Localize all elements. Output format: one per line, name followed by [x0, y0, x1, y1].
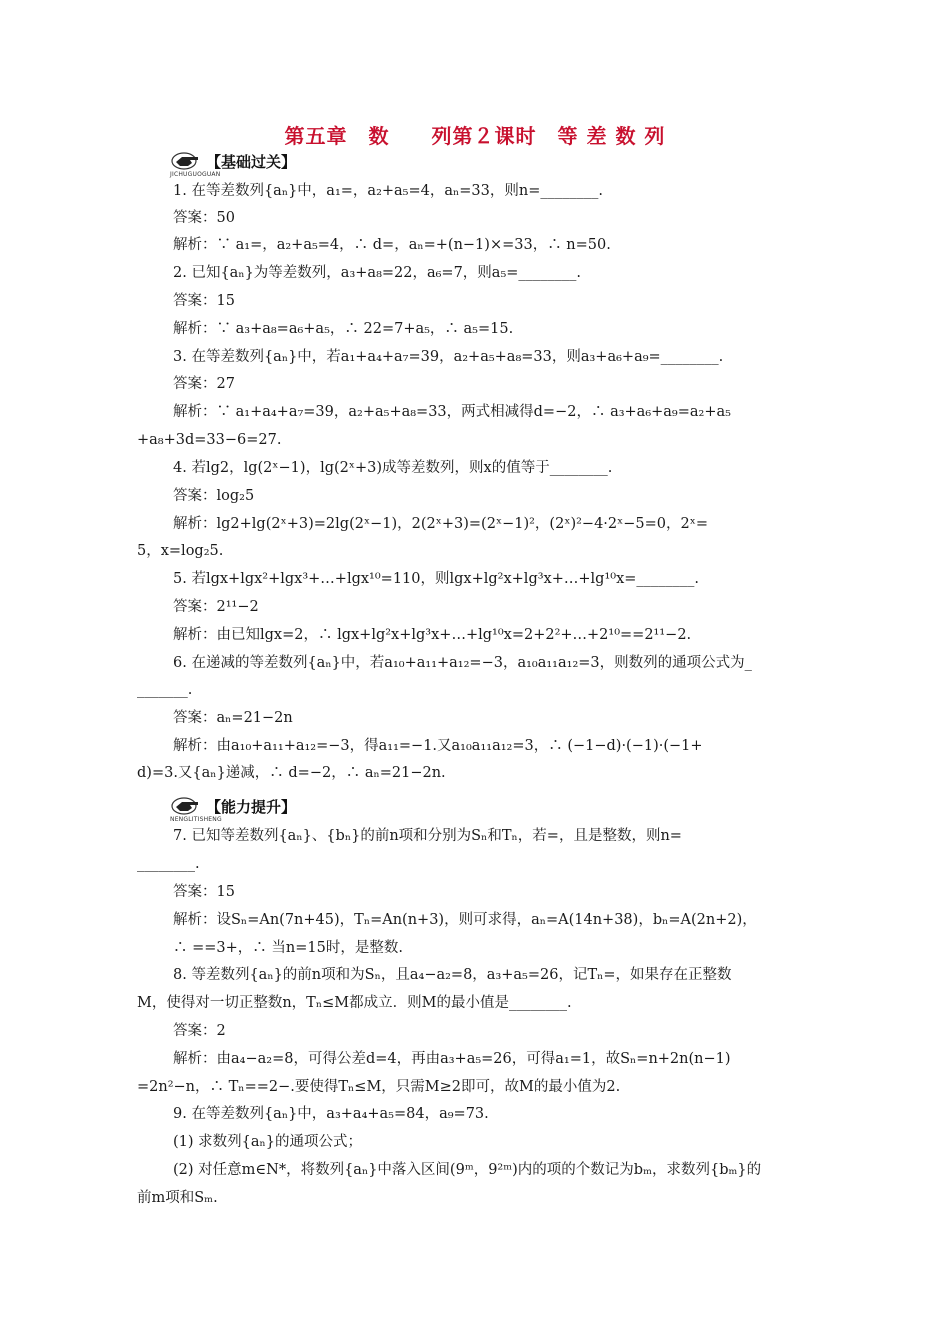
text-line: 解析：∵ a₃+a₈=a₆+a₅，∴ 22=7+a₅，∴ a₅=15. — [173, 321, 514, 337]
text-line: (2) 对任意m∈N*，将数列{aₙ}中落入区间(9ᵐ，9²ᵐ)内的项的个数记为bₘ，求数列{bₘ}的 — [173, 1162, 762, 1178]
text-line: d)=3.又{aₙ}递减，∴ d=−2，∴ aₙ=21−2n. — [137, 765, 446, 781]
text-line: 答案：aₙ=21−2n — [173, 710, 293, 726]
text-line: M，使得对一切正整数n，Tₙ≤M都成立．则M的最小值是________. — [137, 995, 572, 1011]
text-line: 答案：15 — [173, 884, 235, 900]
text-line: 解析：∵ a₁=，a₂+a₅=4，∴ d=，aₙ=+(n−1)×=33，∴ n=50. — [173, 237, 611, 253]
section-label-advance: 【能力提升】 — [206, 798, 297, 816]
text-line: 7. 已知等差数列{aₙ}、{bₙ}的前n项和分别为Sₙ和Tₙ，若=，且是整数，则n= — [173, 828, 682, 844]
text-line: 答案：2¹¹−2 — [173, 599, 259, 615]
pointing-hand-icon — [170, 150, 208, 172]
text-line: 解析：由已知lgx=2，∴ lgx+lg²x+lg³x+…+lg¹⁰x=2+2²+…+2¹⁰==2¹¹−2. — [173, 627, 692, 643]
text-line: ∴ ==3+，∴ 当n=15时，是整数. — [173, 940, 403, 956]
section-header-basic — [170, 150, 370, 180]
text-line: 答案：15 — [173, 293, 235, 309]
text-line: ________. — [137, 856, 200, 872]
text-line: 5，x=log₂5. — [137, 543, 224, 559]
pointing-hand-icon — [170, 795, 208, 817]
text-line: =2n²−n，∴ Tₙ==2−.要使得Tₙ≤M，只需M≥2即可，故M的最小值为2. — [137, 1079, 621, 1095]
text-line: 5. 若lgx+lgx²+lgx³+…+lgx¹⁰=110，则lgx+lg²x+lg³x+…+lg¹⁰x=________. — [173, 571, 699, 587]
text-line: 9. 在等差数列{aₙ}中，a₃+a₄+a₅=84，a₉=73. — [173, 1106, 489, 1122]
text-line: 解析：设Sₙ=An(7n+45)，Tₙ=An(n+3)，则可求得，aₙ=A(14n+38)，bₙ=A(2n+2)， — [173, 912, 757, 928]
text-line: (1) 求数列{aₙ}的通项公式； — [173, 1134, 363, 1150]
text-line: 2. 已知{aₙ}为等差数列，a₃+a₈=22，a₆=7，则a₅=________. — [173, 265, 582, 281]
text-line: 解析：由a₁₀+a₁₁+a₁₂=−3，得a₁₁=−1.又a₁₀a₁₁a₁₂=3，∴ (−1−d)·(−1)·(−1+ — [173, 738, 703, 754]
text-line: 3. 在等差数列{aₙ}中，若a₁+a₄+a₇=39，a₂+a₅+a₈=33，则a₃+a₆+a₉=________. — [173, 349, 724, 365]
section-label-basic: 【基础过关】 — [206, 153, 297, 171]
text-line: 解析：lg2+lg(2ˣ+3)=2lg(2ˣ−1)，2(2ˣ+3)=(2ˣ−1)²，(2ˣ)²−4·2ˣ−5=0，2ˣ= — [173, 516, 709, 532]
text-line: 答案：2 — [173, 1023, 226, 1039]
text-line: _______. — [137, 682, 193, 698]
text-line: 1. 在等差数列{aₙ}中，a₁=，a₂+a₅=4，aₙ=33，则n=________. — [173, 183, 603, 199]
page-title: 第五章 数 列第２课时 等 差 数 列 — [284, 124, 666, 148]
text-line: 8. 等差数列{aₙ}的前n项和为Sₙ，且a₄−a₂=8，a₃+a₅=26，记Tₙ=，如果存在正整数 — [173, 967, 732, 983]
text-line: 解析：∵ a₁+a₄+a₇=39，a₂+a₅+a₈=33，两式相减得d=−2，∴ a₃+a₆+a₉=a₂+a₅ — [173, 404, 731, 420]
section-header-advance — [170, 795, 370, 825]
text-line: 答案：log₂5 — [173, 488, 255, 504]
text-line: 前m项和Sₘ. — [137, 1190, 218, 1206]
text-line: 答案：50 — [173, 210, 235, 226]
section-pinyin-basic: JICHUGUOGUAN — [170, 171, 221, 178]
text-line: 4. 若lg2，lg(2ˣ−1)，lg(2ˣ+3)成等差数列，则x的值等于________. — [173, 460, 613, 476]
text-line: +a₈+3d=33−6=27. — [137, 432, 282, 448]
section-pinyin-advance: NENGLITISHENG — [170, 816, 222, 823]
text-line: 答案：27 — [173, 376, 235, 392]
text-line: 解析：由a₄−a₂=8，可得公差d=4，再由a₃+a₅=26，可得a₁=1，故Sₙ=n+2n(n−1) — [173, 1051, 731, 1067]
text-line: 6. 在递减的等差数列{aₙ}中，若a₁₀+a₁₁+a₁₂=−3，a₁₀a₁₁a₁₂=3，则数列的通项公式为_ — [173, 655, 752, 671]
